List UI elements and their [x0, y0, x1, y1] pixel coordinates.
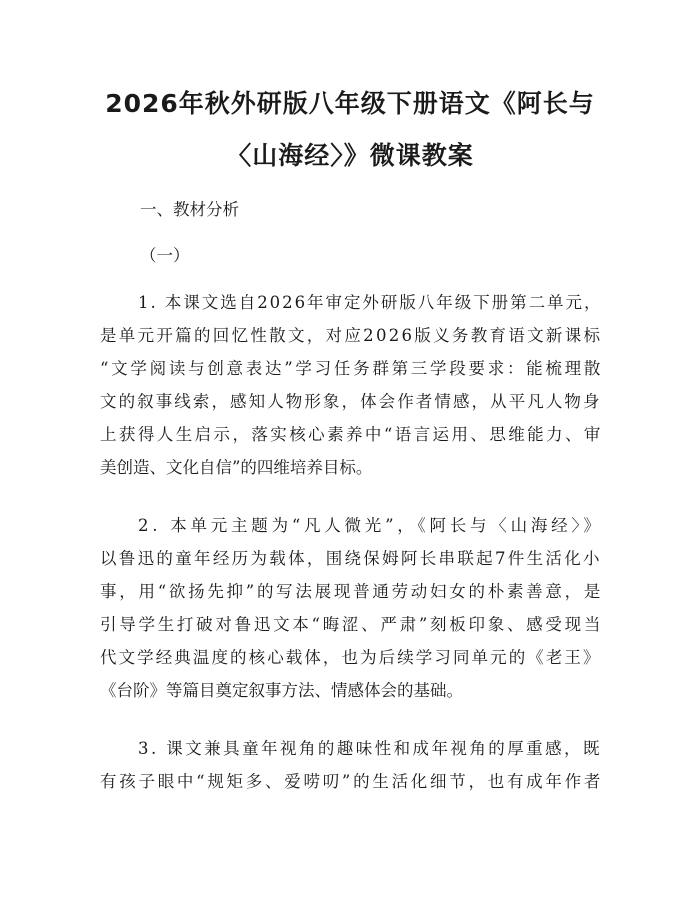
paragraph-2-line: 以鲁迅的童年经历为载体，围绕保姆阿长串联起7件生活化小	[100, 549, 602, 568]
paragraph-2-line: 《台阶》等篇目奠定叙事方法、情感体会的基础。	[100, 681, 463, 700]
paragraph-2-line: 2. 本单元主题为“凡人微光”，《阿长与〈山海经〉》	[138, 516, 604, 535]
paragraph-1-line: 上获得人生启示，落实核心素养中“语言运用、思维能力、审	[100, 425, 603, 444]
paragraph-3-line: 3. 课文兼具童年视角的趣味性和成年视角的厚重感，既	[138, 739, 602, 758]
document-title-line-2: 〈山海经〉》微课教案	[226, 141, 474, 170]
paragraph-1-line: 是单元开篇的回忆性散文，对应2026版义务教育语文新课标	[100, 326, 603, 345]
paragraph-3-line: 有孩子眼中“规矩多、爱唠叨”的生活化细节，也有成年作者	[100, 772, 604, 791]
paragraph-1-line: 美创造、文化自信”的四维培养目标。	[100, 458, 373, 477]
subsection-heading: （一）	[140, 246, 190, 265]
paragraph-1-line: 1. 本课文选自2026年审定外研版八年级下册第二单元，	[138, 293, 603, 312]
section-heading: 一、教材分析	[140, 200, 239, 219]
paragraph-2-line: 代文学经典温度的核心载体，也为后续学习同单元的《老王》	[100, 648, 602, 667]
paragraph-1-line: 文的叙事线索，感知人物形象，体会作者情感，从平凡人物身	[100, 392, 602, 411]
document-title-line-1: 2026年秋外研版八年级下册语文《阿长与	[105, 89, 595, 118]
paragraph-1-line: “文学阅读与创意表达”学习任务群第三学段要求：能梳理散	[100, 359, 604, 378]
paragraph-2-line: 引导学生打破对鲁迅文本“晦涩、严肃”刻板印象、感受现当	[100, 615, 604, 634]
paragraph-2-line: 事，用“欲扬先抑”的写法展现普通劳动妇女的朴素善意，是	[100, 582, 604, 601]
